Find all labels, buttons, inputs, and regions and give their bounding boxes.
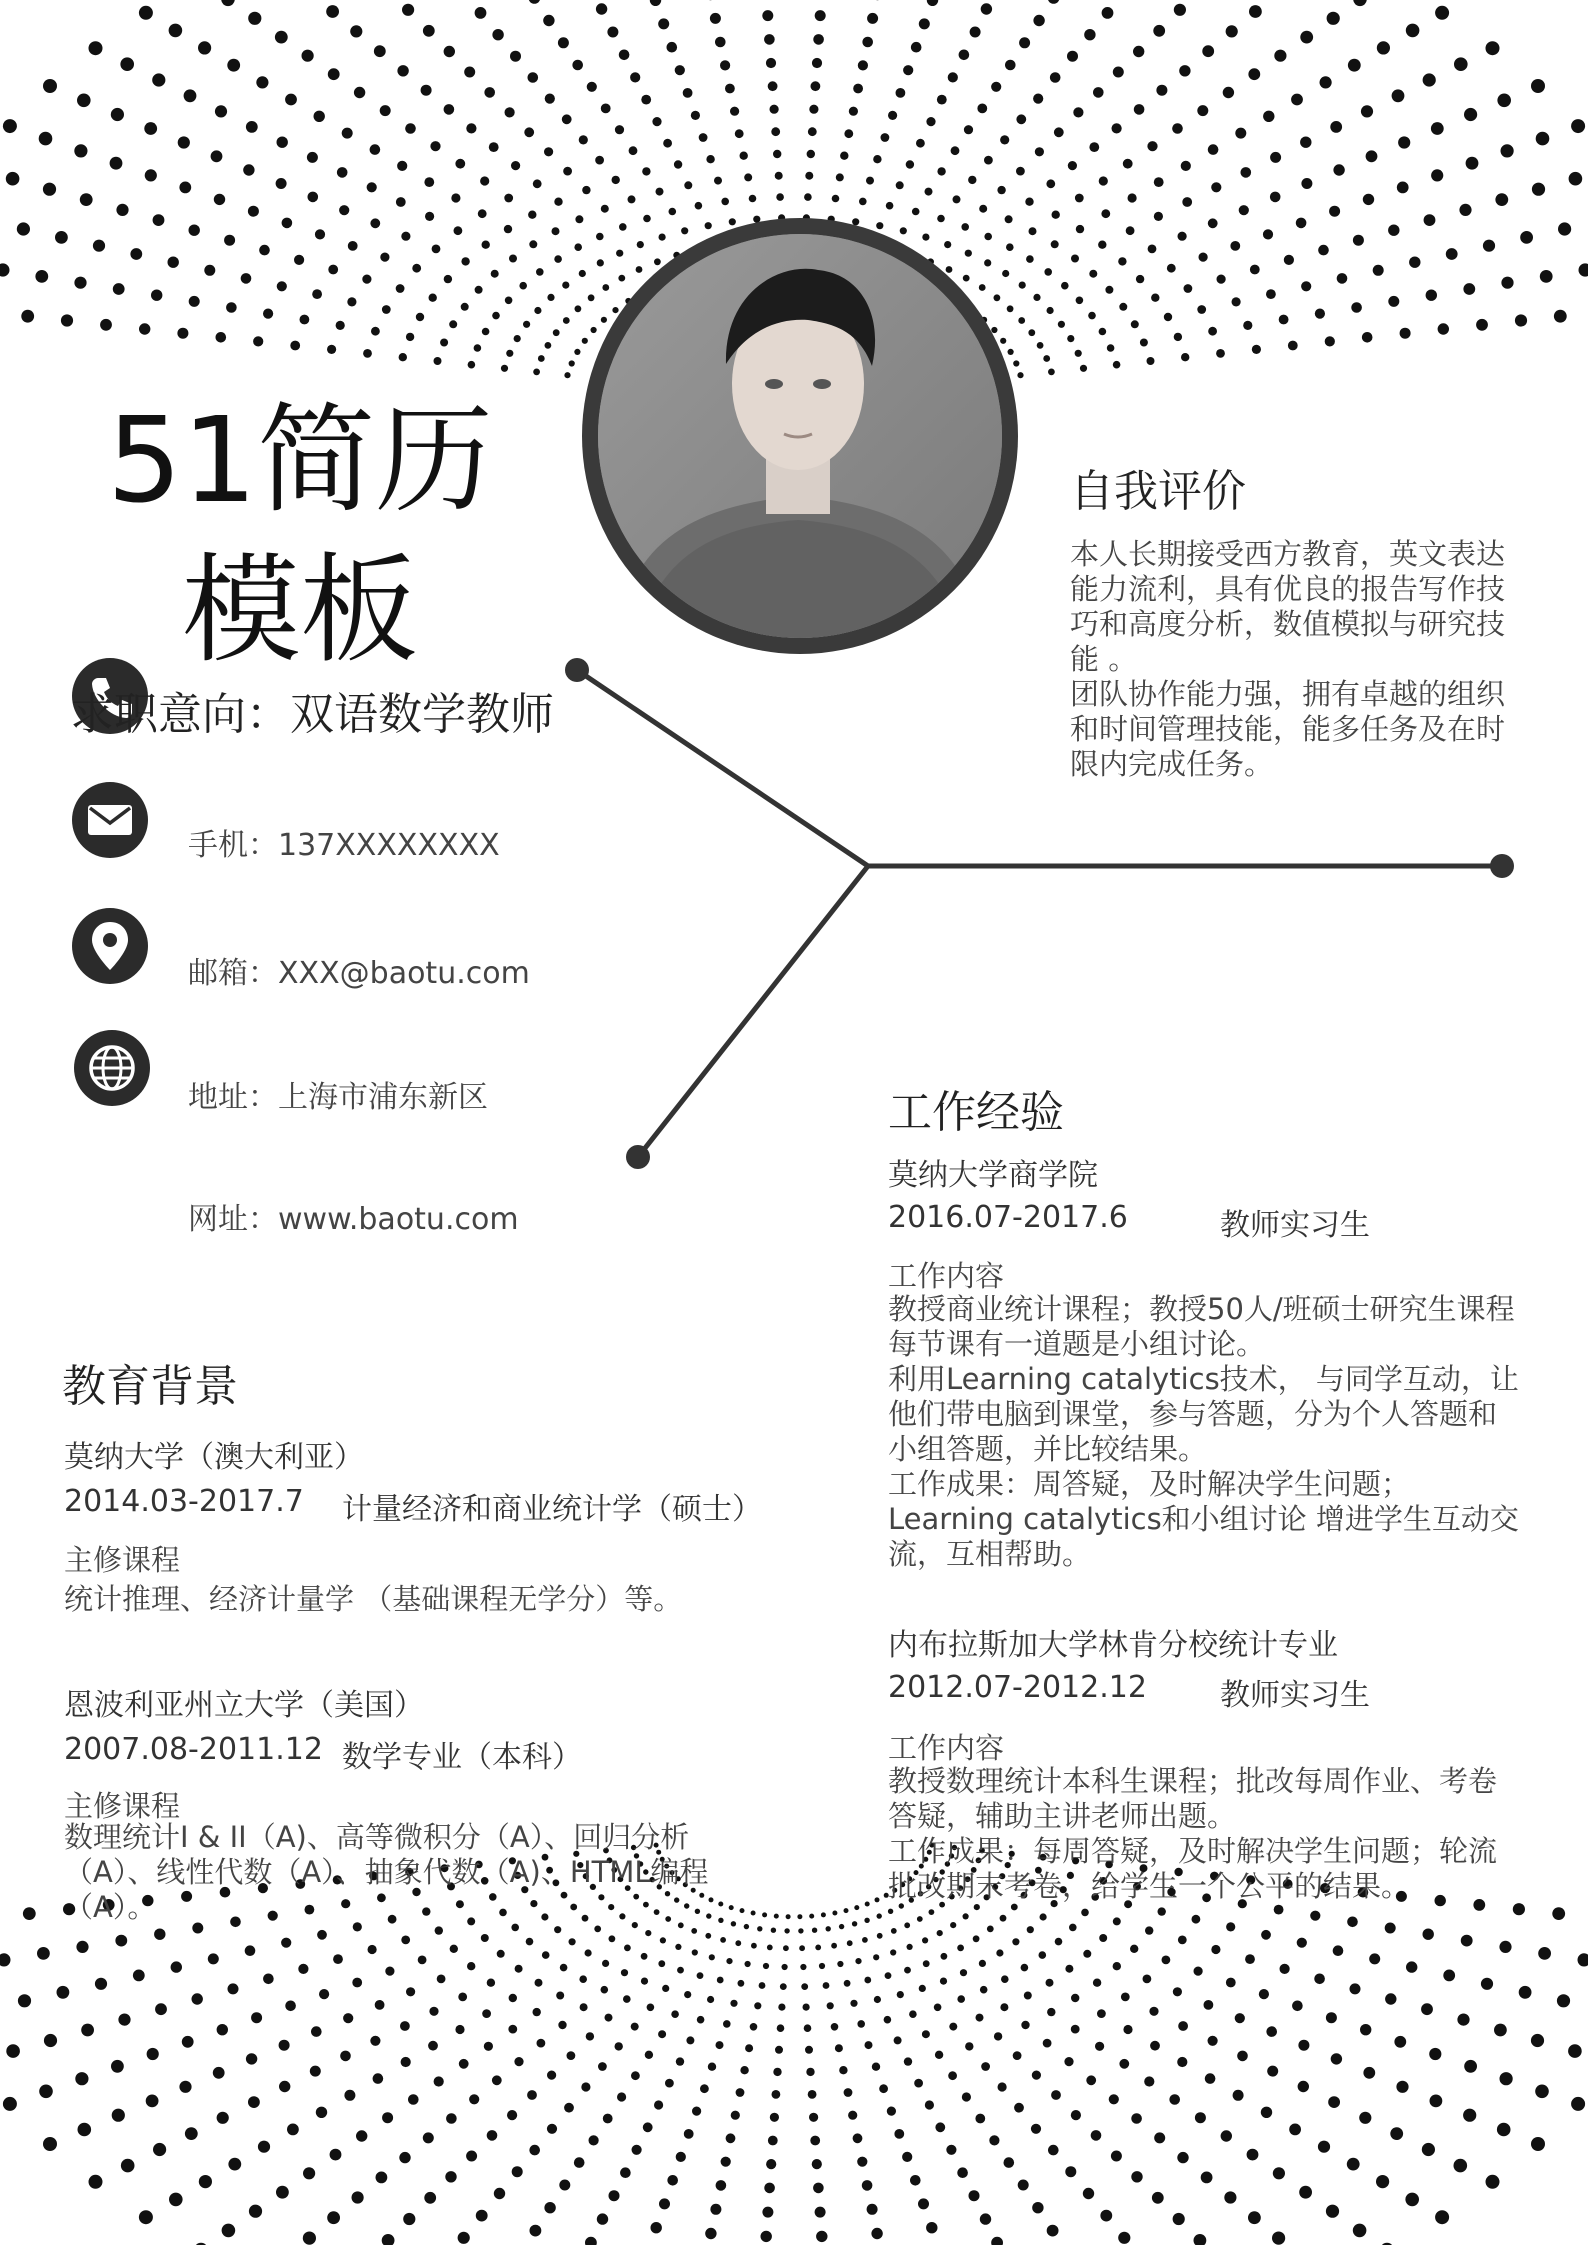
work-period: 2012.07-2012.12 (888, 1670, 1147, 1705)
edu-courses: 数理统计I & II（A)、高等微积分（A）、回归分析（A）、线性代数（A）、抽象代数（A)、HTML编程（A）。 (64, 1820, 709, 1924)
home-address: 地址：上海市浦东新区 (188, 1080, 488, 1115)
self-eval-paragraph: 团队协作能力强，拥有卓越的组织和时间管理技能，能多任务及在时限内完成任务。 (1070, 677, 1506, 781)
edu-period: 2007.08-2011.12 (64, 1732, 323, 1767)
work-org: 内布拉斯加大学林肯分校统计专业 (888, 1628, 1338, 1663)
education-heading: 教育背景 (62, 1361, 238, 1412)
edu-courses: 统计推理、经济计量学 （基础课程无学分）等。 (64, 1582, 683, 1616)
self-eval-text (1070, 537, 1515, 782)
edu-period: 2014.03-2017.7 (64, 1484, 304, 1519)
avatar-illustration (598, 234, 1002, 638)
edu-courses-label: 主修课程 (64, 1789, 181, 1823)
work-content-label: 工作内容 (888, 1731, 1005, 1765)
edu-courses-label: 主修课程 (64, 1543, 181, 1577)
profile-photo (598, 234, 1002, 638)
work-role: 教师实习生 (1220, 1208, 1370, 1243)
self-eval-heading: 自我评价 (1070, 466, 1246, 517)
work-org: 莫纳大学商学院 (888, 1158, 1098, 1193)
work-heading: 工作经验 (888, 1087, 1064, 1138)
work-content-label: 工作内容 (888, 1259, 1005, 1293)
edu-major: 数学专业（本科） (342, 1740, 582, 1775)
email-address: 邮箱：XXX@baotu.com (188, 956, 530, 991)
resume-title: 51简历模板 (106, 391, 494, 679)
profile-photo-frame (582, 218, 1018, 654)
phone-number: 手机：137XXXXXXXX (188, 828, 500, 863)
work-content: 教授数理统计本科生课程；批改每周作业、考卷答疑，辅助主讲老师出题。 工作成果：每周答疑，及时解决学生问题；轮流批改期末考卷，给学生一个公平的结果。 (888, 1764, 1498, 1903)
edu-major: 计量经济和商业统计学（硕士） (342, 1492, 762, 1527)
work-period: 2016.07-2017.6 (888, 1200, 1128, 1235)
work-content: 教授商业统计课程；教授50人/班硕士研究生课程每节课有一道题是小组讨论。 利用Learning catalytics技术， 与同学互动，让他们带电脑到课堂，参与答题，分为个人答题和小组答题，并比较结果。 工作成果：周答疑，及时解决学生问题；Learning catalytics和小组讨论 增进学生互动交流，互相帮助。 (888, 1292, 1519, 1571)
location-icon (72, 908, 148, 984)
self-eval-paragraph: 本人长期接受西方教育，英文表达能力流利，具有优良的报告写作技巧和高度分析，数值模拟与研究技能 。 (1070, 537, 1506, 676)
mail-icon (72, 782, 148, 858)
work-role: 教师实习生 (1220, 1678, 1370, 1713)
globe-icon (74, 1030, 150, 1106)
job-intent: 求职意向：双语数学教师 (70, 689, 554, 740)
edu-school: 恩波利亚州立大学（美国） (64, 1688, 424, 1723)
edu-school: 莫纳大学（澳大利亚） (64, 1440, 364, 1475)
website-url: 网址：www.baotu.com (188, 1202, 519, 1237)
